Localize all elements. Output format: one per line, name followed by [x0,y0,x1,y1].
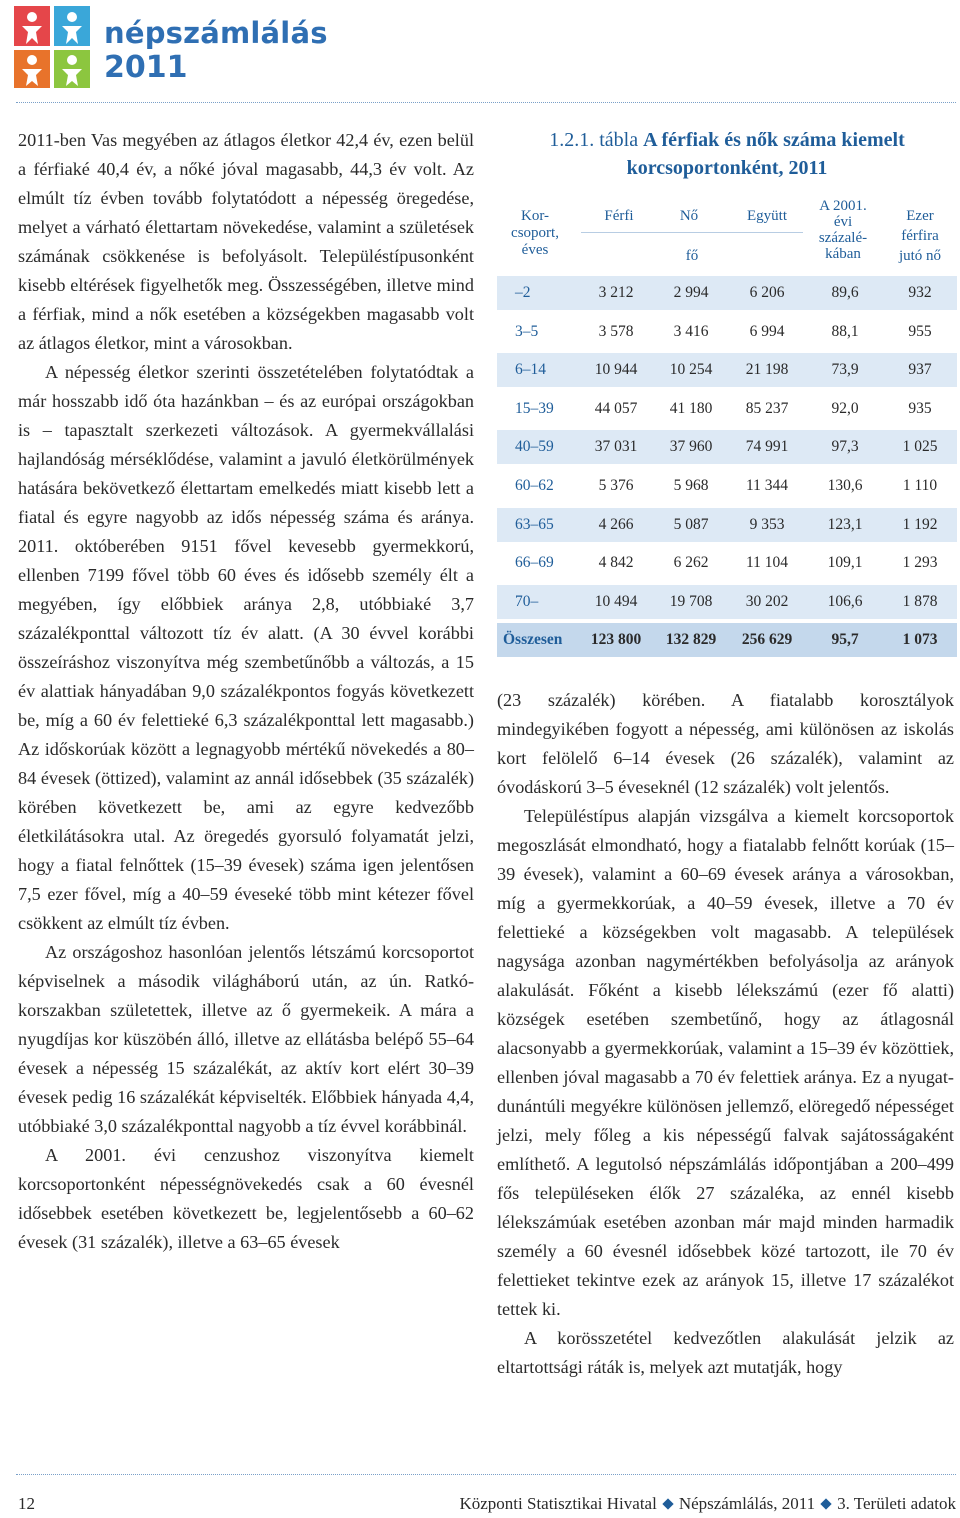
paragraph: 2011-ben Vas megyében az átlagos életkor 42,4 év, ezen belül a férfiaké 40,4 év, a nőké jóval magasabb, 44,3 év volt. Az elmúlt tíz évben tovább folytatódott a népesség öregedése, melyet a várható élettartam növekedése, valamint a születések számának csökkenése is befolyásolt. Településtípusonként kisebb eltérések figyelhetők meg. Összességében, illetve mind a férfiak, mind a nők esetében a községekben magasabb volt az átlagos életkor, mint a városokban. [18,130,474,353]
cell-ratio: 955 [908,322,932,340]
table-caption: A férfiak és nők száma kiemelt korcsoportonként, 2011 [626,129,905,179]
paragraph: Az országoshoz hasonlóan jelentős létszámú korcsoportot képviselnek a második világháború után, az ún. Ratkó-korszakban születettek, illetve az ő gyermekeik. A mára a nyugdíjas kor küszöbén álló, illetve az ellátásba belépő 55–64 évesek a népesség 15 százalékát, az aktív kort elért 30–39 évesek pedig 16 százalékát képviselték. Előbbiek hányada 4,4, utóbbiaké 3,0 százalékponttal nagyobb a tíz évvel korábbinál. [18,942,474,1136]
paragraph: Településtípus alapján vizsgálva a kiemelt korcsoportok megoszlását elmondható, hogy a fiatalabb felnőtt korúak (15–39 évesek), valamint a 60–69 évesek aránya a városokban, míg a gyermekkorúak, a 40–59 évesek, illetve a 70 év felettieké a községekben volt magasabb. A települések nagysága azonban nagymértékben befolyásolja az arányok alakulását. Főként a kisebb lélekszámú (ezer fő alatti) községek esetében szembetűnő, hogy az átlagosnál alacsonyabb a gyermekkorúak, valamint a 15–39 év közöttiek, ellenben jóval magasabb a 70 év felettiek aránya. Ez a nyugat-dunántúli megyékre különösen jellemző, elöregedő népességet jelzi, mely főleg a kis népességű falvak sajátosságaként említhető. A legutolsó népszámlálás időpontjában a 200–499 fős településeken élők 27 százaléka, az ennél kisebb lélekszámúak esetében azonban már majd minden harmadik személy a 60 évesnél idősebbek közé tartozott, ile 70 év felettieket tekintve ezek az arányok 15, illetve 17 százalékot tettek ki. [497,806,954,1319]
census-people-icon [12,4,92,90]
table-row [497,353,957,387]
table-row [497,546,957,580]
cell-female: 10 254 [669,361,713,379]
cell-ratio: 1 878 [902,592,938,610]
cell-female: 41 180 [669,399,713,417]
cell-together: 74 991 [745,438,789,456]
header-unit: fő [685,248,699,264]
cell-pct: 97,3 [831,438,859,456]
table-row [497,276,957,310]
cell-ratio: 1 110 [902,477,938,494]
cell-together: 6 994 [749,322,785,340]
cell-pct: 130,6 [827,477,863,494]
header-divider [16,102,956,103]
header-together: Együtt [747,208,787,224]
diamond-icon [820,1498,831,1509]
cell-female: 19 708 [669,592,713,610]
cell-together: 9 353 [749,515,785,533]
diamond-icon [662,1498,673,1509]
cell-female: 6 262 [673,554,709,572]
right-column [497,686,954,1382]
header-male: Férfi [604,208,634,224]
page-number: 12 [18,1494,35,1513]
cell-male: 5 376 [598,477,634,494]
cell-pct: 73,9 [831,361,859,379]
cell-ratio: 937 [908,361,932,379]
table-title [497,126,957,182]
cell-pct: 106,6 [827,592,863,610]
cell-pct: 123,1 [827,515,863,533]
header-female: Nő [679,208,699,224]
cell-age: 3–5 [515,322,539,340]
cell-pct: 89,6 [831,284,859,301]
footer-series: Népszámlálás, 2011 [678,1494,816,1513]
cell-ratio: 1 293 [902,554,938,572]
cell-age: 63–65 [515,515,554,533]
cell-together: 11 344 [745,477,789,494]
footer-divider [16,1474,956,1475]
cell-together: 85 237 [745,399,789,417]
cell-male: 10 944 [594,361,638,379]
table-row [497,315,957,349]
header-pct-2001: A 2001. évi százalé- kában [818,198,868,262]
paragraph: A korösszetétel kedvezőtlen alakulását jelzik az eltartottsági ráták is, melyek azt mutatják, hogy [497,1328,954,1377]
footer-publisher: Központi Statisztikai Hivatal [459,1494,657,1513]
cell-female: 3 416 [673,322,709,340]
cell-age: 66–69 [515,554,554,572]
cell-pct: 95,7 [831,631,859,649]
cell-ratio: 935 [908,399,932,417]
cell-age: –2 [515,284,531,301]
header-rule [581,232,803,233]
cell-male: 10 494 [594,592,638,610]
cell-male: 123 800 [590,631,642,649]
cell-together: 256 629 [741,631,793,649]
logo-wordmark: népszámlálás [104,16,328,50]
cell-age: 70– [515,592,539,610]
cell-female: 2 994 [673,284,709,301]
cell-together: 6 206 [749,284,785,301]
cell-age: 6–14 [515,361,546,379]
footer-chapter: 3. Területi adatok [837,1494,956,1513]
cell-pct: 88,1 [831,322,859,340]
table-number: 1.2.1. tábla [549,129,639,151]
cell-age: 60–62 [515,477,554,494]
table-total-row [497,623,957,657]
header-age-group: Kor- csoport, éves [511,208,559,258]
cell-male: 3 212 [598,284,634,301]
cell-male: 3 578 [598,322,634,340]
cell-together: 11 104 [745,554,789,572]
paragraph: A 2001. évi cenzushoz viszonyítva kiemelt korcsoportonként népességnövekedés csak a 60 évesnél idősebbek esetében következett be, legjelentősebb a 60–62 évesek (31 százalék), illetve a 63–65 évesek [18,1145,474,1252]
page-footer [18,1492,956,1516]
cell-pct: 109,1 [827,554,863,572]
cell-female: 5 968 [673,477,709,494]
cell-ratio: 932 [908,284,932,301]
census-logo [12,4,328,92]
header-ratio: Ezer férfira jutó nő [898,208,942,264]
cell-female: 132 829 [665,631,717,649]
cell-male: 4 842 [598,554,634,572]
paragraph: (23 százalék) körében. A fiatalabb korosztályok mindegyikében fogyott a népesség, ami különösen az iskolás kort felölelő 6–14 évesek (26 százalék), valamint az óvodáskorú 3–5 éveseknél (12 százalék) volt jelentős. [497,690,954,797]
table-row [497,392,957,426]
cell-female: 5 087 [673,515,709,533]
cell-male: 4 266 [598,515,634,533]
table-row [497,430,957,464]
cell-ratio: 1 192 [902,515,938,533]
footer-credits [459,1492,956,1516]
cell-male: 44 057 [594,399,638,417]
cell-pct: 92,0 [831,399,859,417]
table-header [497,192,957,276]
cell-together: 30 202 [745,592,789,610]
cell-ratio: 1 025 [902,438,938,456]
table-row [497,508,957,542]
cell-female: 37 960 [669,438,713,456]
left-column [18,126,474,1257]
logo-year: 2011 [104,50,188,85]
table-row [497,469,957,503]
cell-male: 37 031 [594,438,638,456]
table-row [497,585,957,619]
cell-age: 40–59 [515,438,554,456]
cell-ratio: 1 073 [902,631,938,649]
paragraph: A népesség életkor szerinti összetételében folytatódtak a már hosszabb idő óta hazánkban – és az európai országokban is – tapasztalt szerkezeti változások. A gyermekvállalási hajlandóság mérséklődése, valamint a javuló életkörülmények hatására bekövetkező élettartam emelkedés miatt kisebb lett a fiatal és egyre nagyobb az idős népesség száma és aránya. 2011. októberében 9151 fővel kevesebb gyermekkorú, ellenben 7199 fővel több 60 éves és idősebb személy élt a megyében, így előbbiek aránya 2,8, utóbbiaké 3,7 százalékponttal változott tíz év alatt. (A 30 évvel korábbi összeíráshoz viszonyítva még szembetűnőbb a változás, a 15 év alattiak hányadában 9,0 százalékpontos fogyás következett be, míg a 60 év felettieké 6,3 százalékponttal lett magasabb.) Az időskorúak között a legnagyobb mértékű növekedés a 80–84 évesek (öttized), valamint az annál idősebbek (35 százalék) körében következett be, ami az egyre kedvezőbb életkilátásokra utal. Az öregedés gyorsuló folyamatát jelzi, hogy a fiatal felnőttek (15–39 évesek) száma igen jelentősen 7,5 ezer fővel, míg a 40–59 éveseké több mint kétezer fővel csökkent az elmúlt tíz évben. [18,362,474,933]
cell-together: 21 198 [745,361,789,379]
age-group-table [497,192,957,662]
cell-age: Összesen [503,631,563,649]
cell-age: 15–39 [515,399,554,417]
